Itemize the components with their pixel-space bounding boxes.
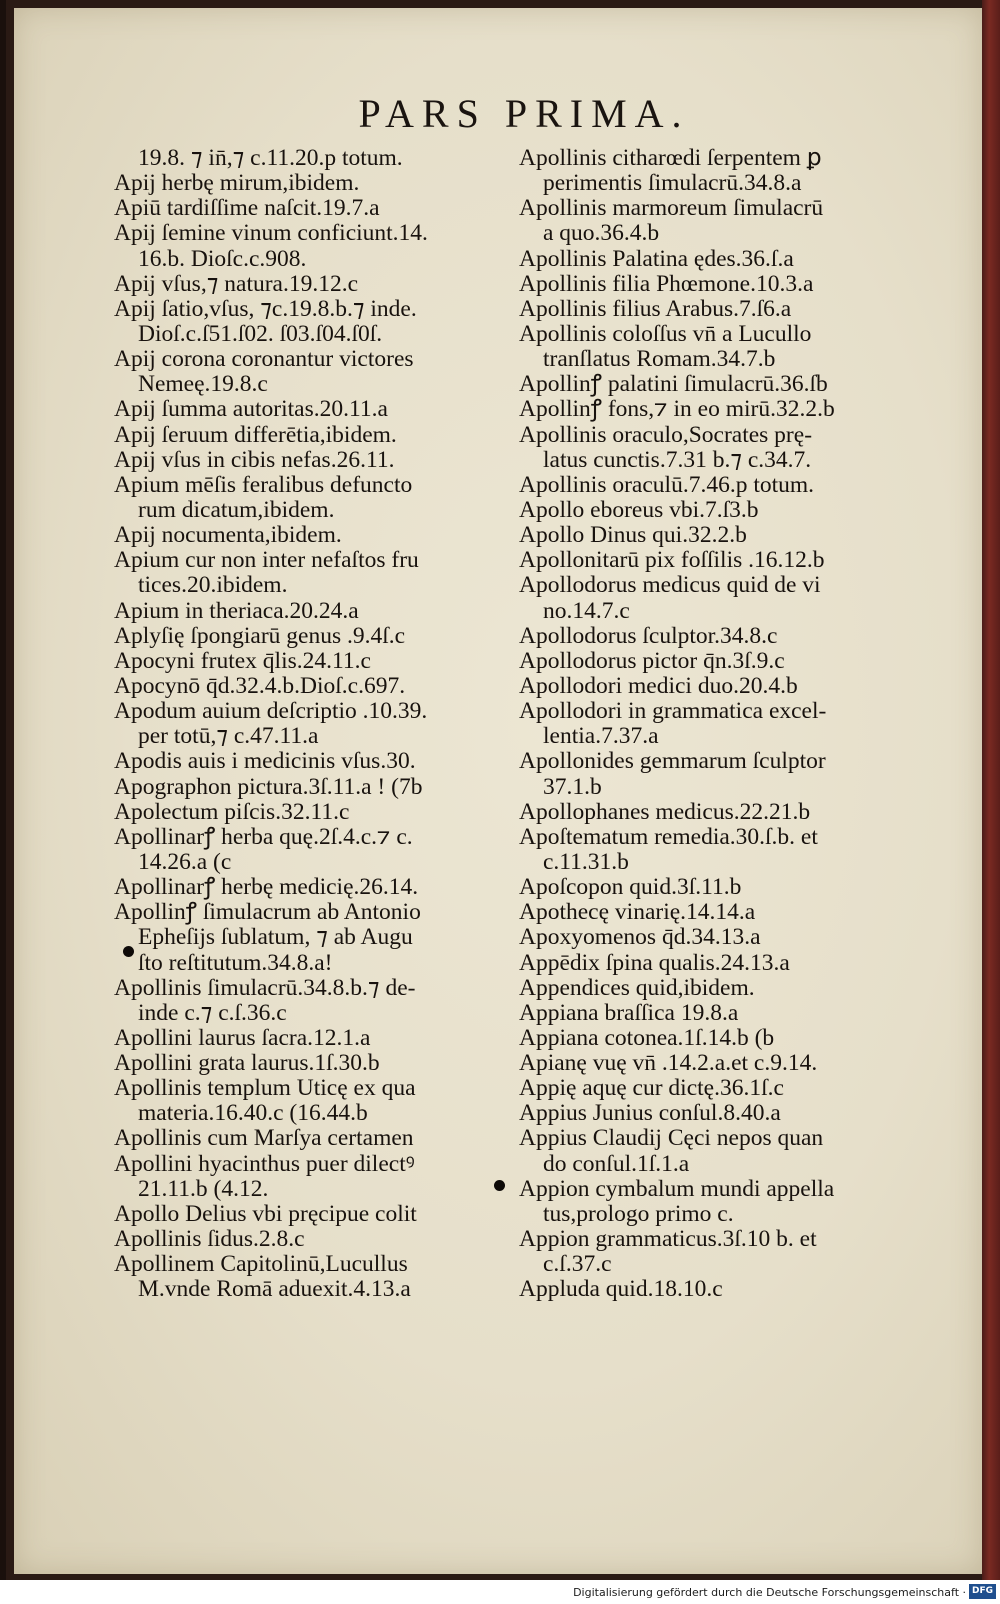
index-entry: Apollo eboreus vbi.7.ſ3.b — [519, 496, 759, 523]
index-entry: Apij corona coronantur victores — [114, 346, 414, 373]
index-entry: Apianę vuę vn̄ .14.2.a.et c.9.14. — [519, 1050, 818, 1077]
index-entry: Appius Claudij Cęci nepos quan — [519, 1125, 824, 1152]
index-entry: Apollodori medici duo.20.4.b — [519, 672, 798, 699]
index-entry: 19.8. ⁊ in̄,⁊ c.11.20.p totum. — [138, 145, 403, 171]
index-entry: Appiana cotonea.1ſ.14.b (b — [519, 1024, 775, 1051]
index-entry: a quo.36.4.b — [543, 220, 660, 247]
index-entry: Appēdix ſpina qualis.24.13.a — [519, 949, 790, 976]
index-entry: Apollinis oraculo,Socrates prę- — [519, 421, 813, 448]
index-entry: Apium cur non inter nefaſtos fru — [114, 547, 419, 574]
index-entry: Apollophanes medicus.22.21.b — [519, 798, 811, 825]
index-entry: Appion grammaticus.3ſ.10 b. et — [519, 1226, 817, 1253]
index-entry: Apollini hyacinthus puer dilectꝰ — [114, 1150, 415, 1177]
index-entry: M.vnde Romā aduexit.4.13.a — [138, 1276, 411, 1303]
index-entry: Apollinis cum Marſya certamen — [114, 1125, 414, 1152]
index-entry: Apij vſus in cibis nefas.26.11. — [114, 446, 395, 473]
index-entry: Apollinꝭ fons,⁊ in eo mirū.32.2.b — [519, 396, 835, 423]
binding-edge-left — [0, 0, 6, 1580]
index-entry: Apollinis citharœdi ſerpentem ꝑ — [519, 145, 822, 171]
index-entry: Apographon pictura.3ſ.11.a ! (7b — [114, 773, 423, 800]
index-entry: Apollinis marmoreum ſimulacrū — [519, 195, 824, 222]
index-entry: Apollo Dinus qui.32.2.b — [519, 522, 747, 549]
index-entry: c.ſ.37.c — [543, 1251, 612, 1278]
index-entry: Apollinarꝭ herba quę.2ſ.4.c.⁊ c. — [114, 823, 413, 850]
dfg-logo: DFG — [969, 1584, 996, 1599]
index-entry: Apij ſatio,vſus, ⁊c.19.8.b.⁊ inde. — [114, 295, 417, 322]
index-entry: Aplyſię ſpongiarū genus .9.4ſ.c — [114, 622, 406, 649]
index-entry: Apollodorus ſculptor.34.8.c — [519, 622, 778, 649]
index-entry: Apollinis filius Arabus.7.ſ6.a — [519, 295, 792, 322]
index-entry: Dioſ.c.ſ51.ſ02. ſ03.ſ04.ſ0ſ. — [138, 320, 383, 347]
index-entry: Apothecę vinarię.14.14.a — [519, 899, 756, 926]
index-entry: Appius Junius conſul.8.40.a — [519, 1100, 781, 1127]
index-entry: Apoſtematum remedia.30.ſ.b. et — [519, 823, 818, 850]
binding-edge-right — [982, 0, 1000, 1580]
index-entry: Apij ſeruum differētia,ibidem. — [114, 421, 397, 448]
index-entry: tus,prologo primo c. — [543, 1200, 734, 1227]
running-head: PARS PRIMA. — [358, 91, 690, 136]
index-entry: tranſlatus Romam.34.7.b — [543, 346, 776, 373]
index-entry: 14.26.a (c — [138, 848, 232, 875]
index-entry: Apocyni frutex q̄lis.24.11.c — [114, 647, 371, 674]
index-entry: Epheſijs ſublatum, ⁊ ab Augu — [138, 924, 413, 951]
index-entry: 21.11.b (4.12. — [138, 1175, 269, 1202]
index-entry: no.14.7.c — [543, 597, 630, 624]
index-entry: Apollinarꝭ herbę medicię.26.14. — [114, 874, 419, 901]
index-entry: Apollinis templum Uticę ex qua — [114, 1075, 416, 1102]
index-entry: Apollini laurus ſacra.12.1.a — [114, 1024, 371, 1051]
index-entry: Apollinꝭ ſimulacrum ab Antonio — [114, 899, 421, 926]
index-entry: latus cunctis.7.31 b.⁊ c.34.7. — [543, 446, 812, 473]
index-entry: tices.20.ibidem. — [138, 572, 288, 599]
index-entry: Apolectum piſcis.32.11.c — [114, 798, 350, 825]
index-entry: Appluda quid.18.10.c — [519, 1276, 723, 1303]
index-entry: Apodum auium deſcriptio .10.39. — [114, 698, 428, 725]
index-entry: ſto reſtitutum.34.8.a! — [138, 949, 333, 976]
index-entry: perimentis ſimulacrū.34.8.a — [543, 170, 802, 197]
index-entry: lentia.7.37.a — [543, 723, 659, 750]
index-entry: do conſul.1ſ.1.a — [543, 1150, 690, 1177]
index-entry: 16.b. Dioſc.c.908. — [138, 245, 307, 272]
index-entry: Apij vſus,⁊ natura.19.12.c — [114, 270, 359, 297]
index-entry: Apocynō q̄d.32.4.b.Dioſ.c.697. — [114, 672, 406, 699]
index-entry: Apollinis coloſſus vn̄ a Lucullo — [519, 320, 812, 347]
index-entry: Apollinꝭ palatini ſimulacrū.36.ſb — [519, 371, 828, 398]
index-entry: Apollonitarū pix foſſilis .16.12.b — [519, 547, 825, 574]
index-entry: Apij ſumma autoritas.20.11.a — [114, 396, 388, 423]
index-entry: Appiana braſſica 19.8.a — [519, 999, 739, 1026]
index-entry: Apollodorus medicus quid de vi — [519, 572, 821, 599]
index-column-right — [519, 146, 919, 1302]
index-entry: inde c.⁊ c.ſ.36.c — [138, 999, 287, 1026]
index-entry: Apium mēſis feralibus defuncto — [114, 471, 413, 498]
ink-blot-mark — [123, 946, 134, 957]
index-entry: Apollinis ſimulacrū.34.8.b.⁊ de- — [114, 974, 416, 1001]
index-entry: Appion cymbalum mundi appella — [519, 1175, 835, 1202]
index-entry: Apoſcopon quid.3ſ.11.b — [519, 874, 742, 901]
index-entry: Appię aquę cur dictę.36.1ſ.c — [519, 1075, 784, 1102]
index-entry: Apollodorus pictor q̄n.3ſ.9.c — [519, 647, 785, 674]
digitization-footer — [0, 1580, 1000, 1604]
index-entry: Apij ſemine vinum conficiunt.14. — [114, 220, 428, 247]
index-entry: materia.16.40.c (16.44.b — [138, 1100, 368, 1127]
index-entry: Apium in theriaca.20.24.a — [114, 597, 359, 624]
index-entry: Apodis auis i medicinis vſus.30. — [114, 748, 416, 775]
index-entry: Apollonides gemmarum ſculptor — [519, 748, 826, 775]
index-entry: Apollinis ſidus.2.8.c — [114, 1226, 305, 1253]
index-entry: per totū,⁊ c.47.11.a — [138, 723, 319, 750]
index-entry: c.11.31.b — [543, 848, 629, 875]
index-entry: Apollinem Capitolinū,Lucullus — [114, 1251, 408, 1278]
index-entry: Apollini grata laurus.1ſ.30.b — [114, 1050, 380, 1077]
index-entry: Apollodori in grammatica excel- — [519, 698, 827, 725]
index-entry: Apoxyomenos q̄d.34.13.a — [519, 924, 761, 951]
index-entry: Appendices quid,ibidem. — [519, 974, 755, 1001]
index-entry: Apollinis filia Phœmone.10.3.a — [519, 270, 814, 297]
index-entry: Nemeę.19.8.c — [138, 371, 268, 398]
index-entry: rum dicatum,ibidem. — [138, 496, 335, 523]
index-column-left — [114, 146, 509, 1302]
index-entry: Apiū tardiſſime naſcit.19.7.a — [114, 195, 380, 222]
index-entry: Apollinis Palatina ędes.36.ſ.a — [519, 245, 794, 272]
index-entry: 37.1.b — [543, 773, 602, 800]
index-entry: Apollinis oraculū.7.46.p totum. — [519, 471, 815, 498]
index-entry: Apij nocumenta,ibidem. — [114, 522, 342, 549]
ink-blot-mark — [494, 1180, 505, 1191]
index-entry: Apij herbę mirum,ibidem. — [114, 170, 360, 197]
funding-credit: Digitalisierung gefördert durch die Deutsche Forschungsgemeinschaft · — [573, 1586, 966, 1599]
index-entry: Apollo Delius vbi pręcipue colit — [114, 1200, 417, 1227]
